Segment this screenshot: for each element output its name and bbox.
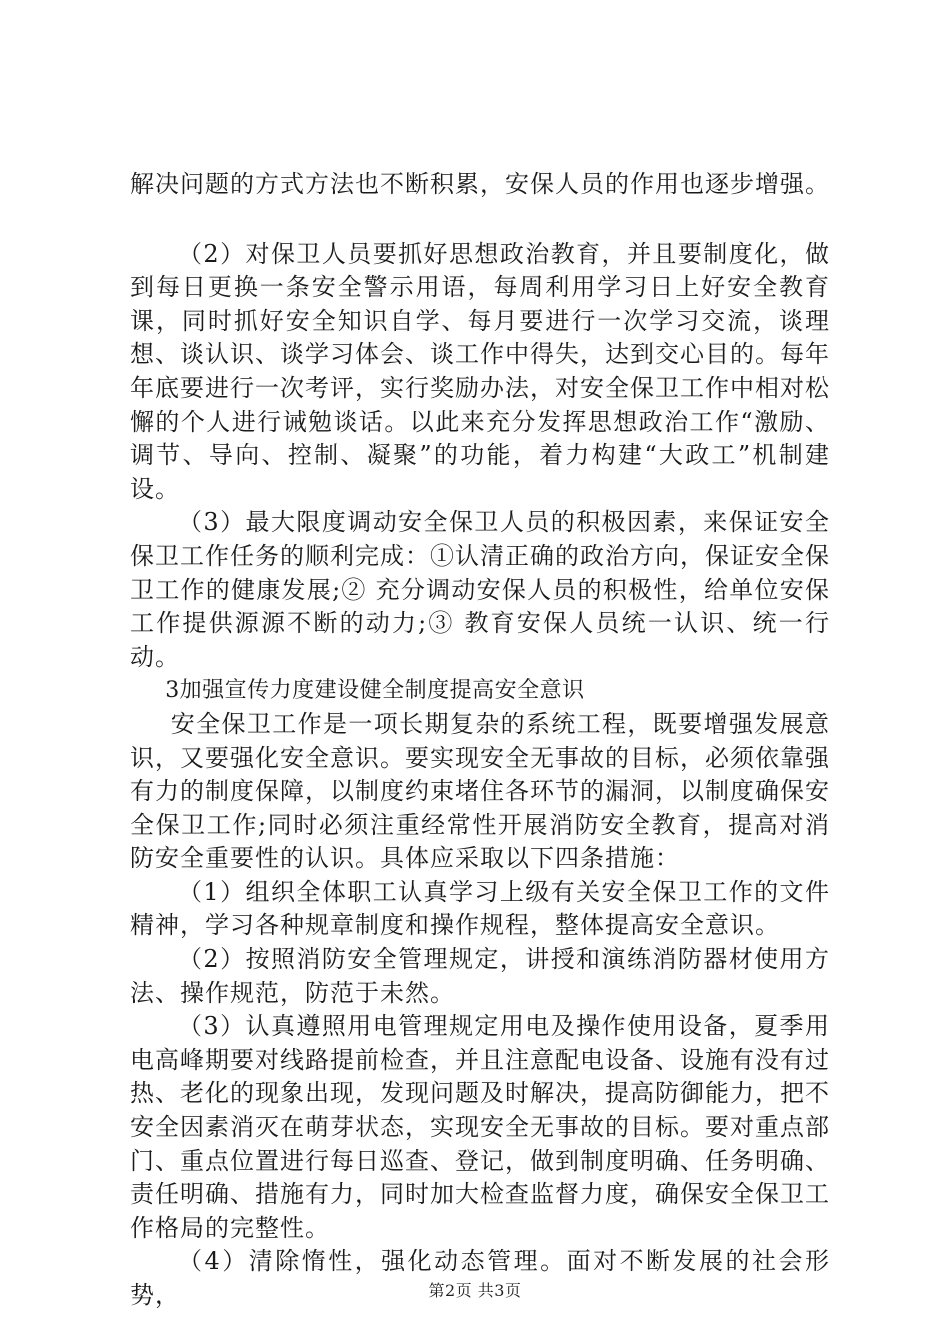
paragraph-section-intro: 安全保卫工作是一项长期复杂的系统工程，既要增强发展意识，又要强化安全意识。要实现安全无事故的目标，必须依靠强有力的制度保障，以制度约束堵住各环节的漏洞，以制度确保安全保卫工作;同时必须注重经常性开展消防安全教育，提高对消防安全重要性的认识。具体应采取以下四条措施： [130, 709, 830, 873]
paragraph-measure-2: （2）按照消防安全管理规定，讲授和演练消防器材使用方法、操作规范，防范于未然。 [130, 945, 830, 1007]
page-number-footer: 第2页 共3页 [428, 1281, 522, 1300]
paragraph-measure-3: （3）认真遵照用电管理规定用电及操作使用设备，夏季用电高峰期要对线路提前检查，并且注意配电设备、设施有没有过热、老化的现象出现，发现问题及时解决，提高防御能力，把不安全因素消灭在萌芽状态，实现安全无事故的目标。要对重点部门、重点位置进行每日巡查、登记，做到制度明确、任务明确、责任明确、措施有力，同时加大检查监督力度，确保安全保卫工作格局的完整性。 [130, 1012, 830, 1242]
document-body [130, 168, 830, 1313]
paragraph-measure-1: （1）组织全体职工认真学习上级有关安全保卫工作的文件精神，学习各种规章制度和操作规程，整体提高安全意识。 [130, 877, 830, 940]
section-heading: 3加强宣传力度建设健全制度提高安全意识 [165, 678, 585, 704]
paragraph-continuation: 解决问题的方式方法也不断积累，安保人员的作用也逐步增强。 [130, 170, 830, 198]
paragraph-item-2: （2）对保卫人员要抓好思想政治教育，并且要制度化，做到每日更换一条安全警示用语，每周利用学习日上好安全教育课，同时抓好安全知识自学、每月要进行一次学习交流，谈理想、谈认识、谈学习体会、谈工作中得失，达到交心目的。每年年底要进行一次考评，实行奖励办法，对安全保卫工作中相对松懈的个人进行诫勉谈话。以此来充分发挥思想政治工作“激励、调节、导向、控制、凝聚”的功能，着力构建“大政工”机制建设。 [130, 239, 830, 503]
paragraph-item-3: （3）最大限度调动安全保卫人员的积极因素，来保证安全保卫工作任务的顺利完成：①认清正确的政治方向，保证安全保卫工作的健康发展;② 充分调动安保人员的积极性，给单位安保工作提供源源不断的动力;③ 教育安保人员统一认识、统一行动。 [130, 508, 830, 671]
paragraph-measure-4: （4）清除惰性，强化动态管理。面对不断发展的社会形势， [130, 1247, 830, 1309]
